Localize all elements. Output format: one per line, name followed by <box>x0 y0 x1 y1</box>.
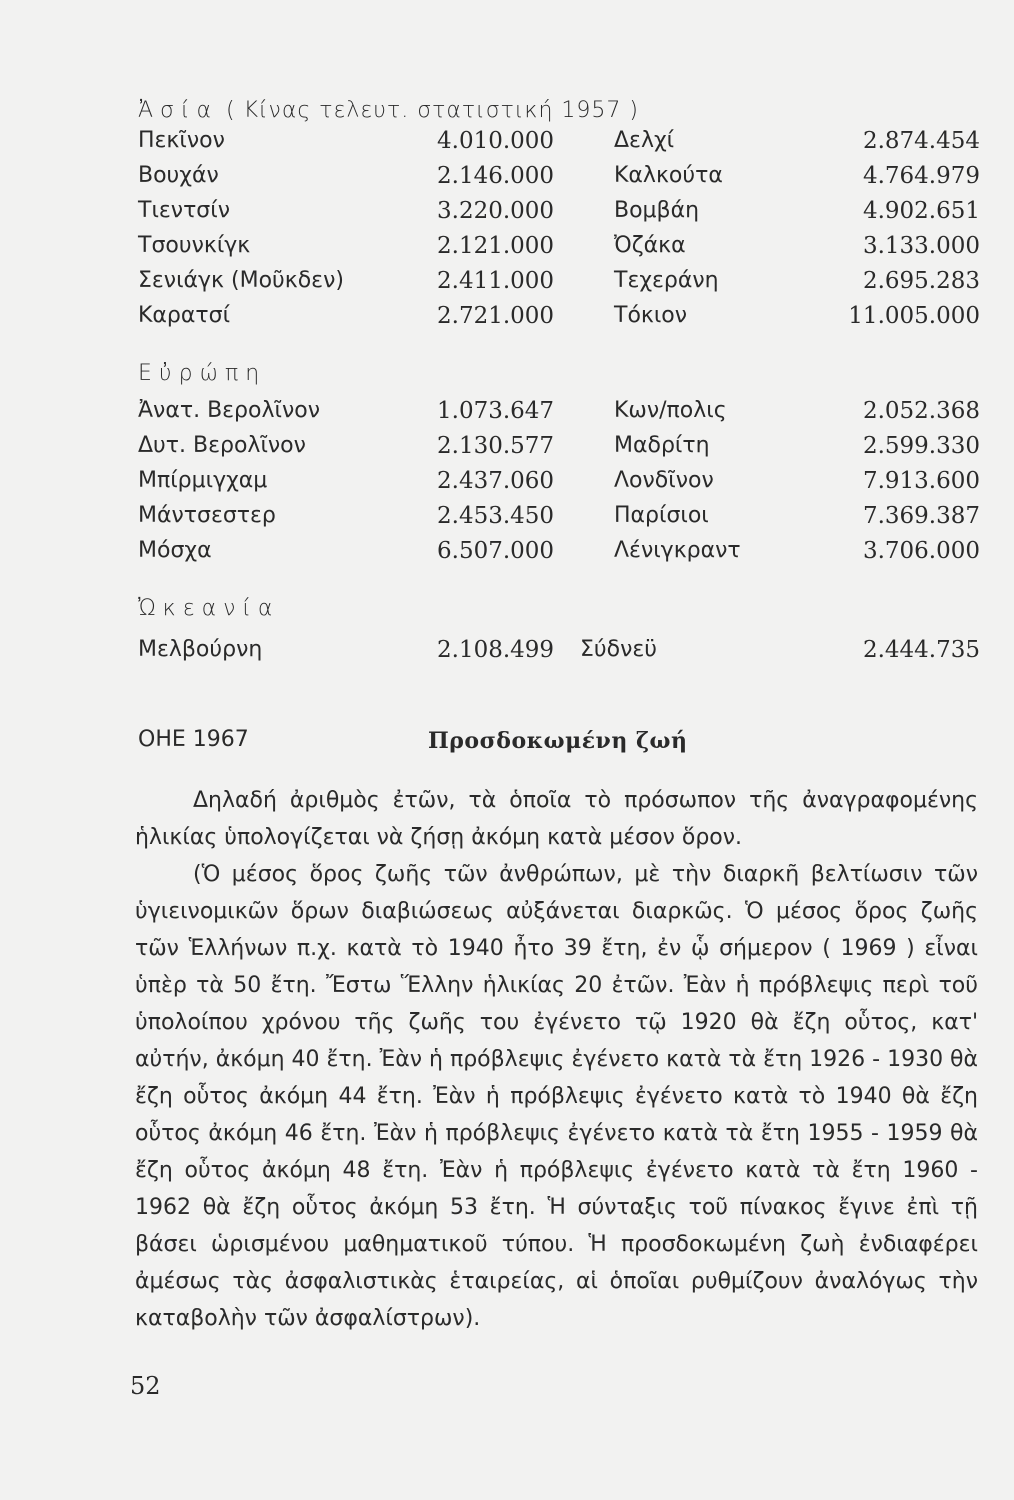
city-population: 4.902.651 <box>862 198 980 224</box>
city-population: 11.005.000 <box>848 303 980 329</box>
asia-heading-note: ( Κίνας τελευτ. στατιστική 1957 ) <box>226 98 639 123</box>
oceania-heading <box>138 596 279 621</box>
city-population: 7.913.600 <box>862 468 980 494</box>
city-population: 2.874.454 <box>862 128 980 154</box>
city-population: 6.507.000 <box>437 538 555 564</box>
city-population: 2.721.000 <box>437 303 555 329</box>
europe-heading-label: Εὐρώπη <box>138 361 267 386</box>
table-row <box>0 303 1014 339</box>
asia-heading <box>138 98 639 123</box>
asia-heading-label: Ἀσία <box>138 98 219 123</box>
table-row <box>0 163 1014 199</box>
city-name: Μαδρίτη <box>614 433 710 458</box>
city-population: 2.130.577 <box>437 433 555 459</box>
city-name: Ἀνατ. Βερολῖνον <box>138 398 320 423</box>
table-row <box>0 538 1014 574</box>
city-name: Μόσχα <box>138 538 212 563</box>
table-row <box>0 637 1014 673</box>
city-population: 4.764.979 <box>862 163 980 189</box>
city-population: 3.706.000 <box>862 538 980 564</box>
city-name: Λονδῖνον <box>614 468 714 493</box>
city-name: Κων/πολις <box>614 398 727 423</box>
page-number: 52 <box>130 1372 161 1400</box>
city-population: 1.073.647 <box>437 398 555 424</box>
city-population: 4.010.000 <box>437 128 555 154</box>
europe-heading <box>138 361 266 386</box>
table-row <box>0 468 1014 504</box>
body-text <box>135 782 978 1337</box>
table-row <box>0 503 1014 539</box>
city-name: Καρατσί <box>138 303 231 328</box>
city-name: Καλκούτα <box>614 163 723 188</box>
city-population: 7.369.387 <box>862 503 980 529</box>
city-population: 2.437.060 <box>437 468 555 494</box>
city-name: Δυτ. Βερολῖνον <box>138 433 306 458</box>
city-population: 2.108.499 <box>437 637 555 663</box>
city-name: Πεκῖνον <box>138 128 225 153</box>
city-population: 2.052.368 <box>862 398 980 424</box>
city-population: 2.599.330 <box>862 433 980 459</box>
city-name: Βουχάν <box>138 163 219 188</box>
city-population: 2.695.283 <box>862 268 980 294</box>
paragraph-explanation: (Ὁ μέσος ὅρος ζωῆς τῶν ἀνθρώπων, μὲ τὴν διαρκῆ βελτίωσιν τῶν ὑγιεινομικῶν ὅρων διαβιώσεως αὐξάνεται διαρκῶς. Ὁ μέσος ὅρος ζωῆς τῶν Ἑλλήνων π.χ. κατὰ τὸ 1940 ἦτο 39 ἔτη, ἐν ᾧ σήμερον ( 1969 ) εἶναι ὑπὲρ τὰ 50 ἔτη. Ἔστω Ἕλλην ἡλικίας 20 ἐτῶν. Ἐὰν ἡ πρόβλεψις περὶ τοῦ ὑπολοίπου χρόνου τῆς ζωῆς του ἐγένετο τῷ 1920 θὰ ἔζη οὗτος, κατ' αὐτήν, ἀκόμη 40 ἔτη. Ἐὰν ἡ πρόβλεψις ἐγένετο κατὰ τὰ ἔτη 1926 - 1930 θὰ ἔζη οὗτος ἀκόμη 44 ἔτη. Ἐὰν ἡ πρόβλεψις ἐγένετο κατὰ τὸ 1940 θὰ ἔζη οὗτος ἀκόμη 46 ἔτη. Ἐὰν ἡ πρόβλεψις ἐγένετο κατὰ τὰ ἔτη 1955 - 1959 θὰ ἔζη οὗτος ἀκόμη 48 ἔτη. Ἐὰν ἡ πρόβλεψις ἐγένετο κατὰ τὰ ἔτη 1960 - 1962 θὰ ἔζη οὗτος ἀκόμη 53 ἔτη. Ἡ σύνταξις τοῦ πίνακος ἔγινε ἐπὶ τῇ βάσει ὡρισμένου μαθηματικοῦ τύπου. Ἡ προσδοκωμένη ζωὴ ἐνδιαφέρει ἀμέσως τὰς ἀσφαλιστικὰς ἑταιρείας, αἱ ὁποῖαι ρυθμίζουν ἀναλόγως τὴν καταβολὴν τῶν ἀσφαλίστρων). <box>135 862 979 1331</box>
city-name: Μελβούρνη <box>138 637 263 662</box>
table-row <box>0 398 1014 434</box>
table-row <box>0 128 1014 164</box>
city-population: 3.133.000 <box>862 233 980 259</box>
city-name: Τιεντσίν <box>138 198 230 223</box>
city-name: Τεχεράνη <box>614 268 719 293</box>
city-name: Βομβάη <box>614 198 700 223</box>
city-name: Ὀζάκα <box>614 233 686 258</box>
city-name: Μπίρμιγχαμ <box>138 468 268 493</box>
city-name: Μάντσεστερ <box>138 503 276 528</box>
source-label: ΟΗΕ 1967 <box>138 727 249 752</box>
city-population: 2.146.000 <box>437 163 555 189</box>
city-name: Τόκιον <box>614 303 688 328</box>
table-row <box>0 268 1014 304</box>
city-name: Λένιγκραντ <box>614 538 741 563</box>
city-name: Σενιάγκ (Μοῦκδεν) <box>138 268 344 293</box>
city-population: 3.220.000 <box>437 198 555 224</box>
table-row <box>0 198 1014 234</box>
city-name: Τσουνκίγκ <box>138 233 251 258</box>
city-population: 2.411.000 <box>437 268 555 294</box>
city-name: Σύδνεϋ <box>580 637 657 662</box>
city-name: Παρίσιοι <box>614 503 709 528</box>
city-population: 2.444.735 <box>862 637 980 663</box>
city-population: 2.453.450 <box>437 503 555 529</box>
section-title: Προσδοκωμένη ζωή <box>428 728 688 754</box>
city-population: 2.121.000 <box>437 233 555 259</box>
oceania-heading-label: Ὠκεανία <box>138 596 280 621</box>
table-row <box>0 233 1014 269</box>
table-row <box>0 433 1014 469</box>
city-name: Δελχί <box>614 128 675 153</box>
paragraph-definition: Δηλαδή ἀριθμὸς ἐτῶν, τὰ ὁποῖα τὸ πρόσωπον τῆς ἀναγραφομένης ἡλικίας ὑπολογίζεται νὰ ζήσῃ ἀκόμη κατὰ μέσον ὅρον. <box>135 788 978 850</box>
